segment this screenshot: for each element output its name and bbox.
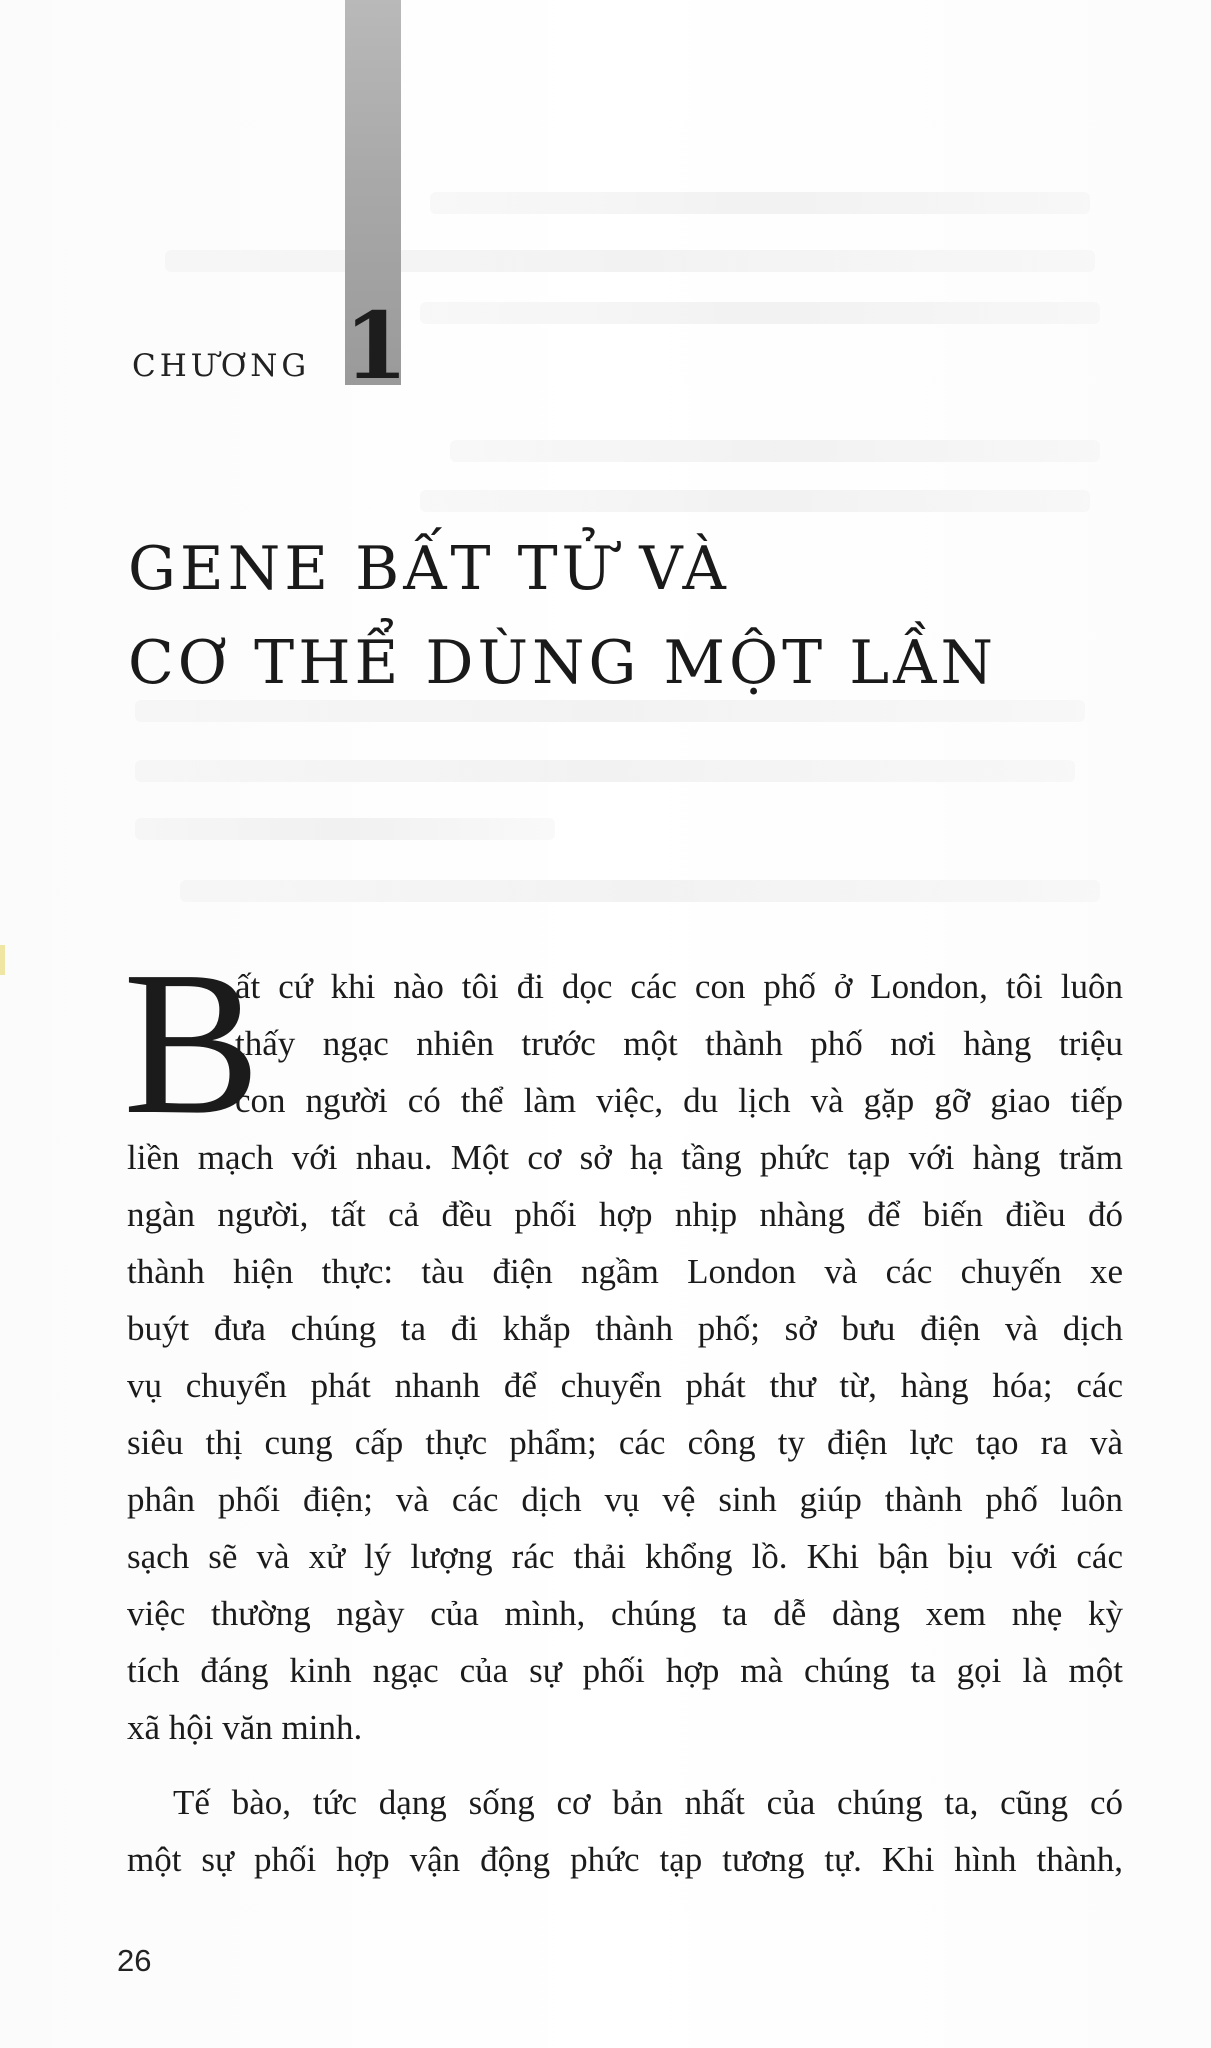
show-through-line bbox=[420, 302, 1100, 324]
paragraph-1 bbox=[127, 958, 1123, 1756]
show-through-line bbox=[135, 760, 1075, 782]
chapter-title-line-2: CƠ THỂ DÙNG MỘT LẦN bbox=[128, 628, 997, 698]
text-line: xã hội văn minh. bbox=[127, 1708, 363, 1747]
page-number: 26 bbox=[117, 1943, 152, 1978]
text-line: Tế bào, tức dạng sống cơ bản nhất của chúng ta, cũng có bbox=[173, 1783, 1123, 1822]
text-line: con người có thể làm việc, du lịch và gặp gỡ giao tiếp bbox=[235, 1081, 1123, 1120]
text-line: việc thường ngày của mình, chúng ta dễ dàng xem nhẹ kỳ bbox=[127, 1594, 1123, 1633]
show-through-line bbox=[165, 250, 1095, 272]
text-line: thành hiện thực: tàu điện ngầm London và các chuyến xe bbox=[127, 1252, 1123, 1291]
text-line: một sự phối hợp vận động phức tạp tương tự. Khi hình thành, bbox=[127, 1840, 1123, 1879]
show-through-line bbox=[135, 818, 555, 840]
chapter-label: CHƯƠNG bbox=[132, 348, 311, 384]
text-line: sạch sẽ và xử lý lượng rác thải khổng lồ. Khi bận bịu với các bbox=[127, 1537, 1123, 1576]
text-line: ngàn người, tất cả đều phối hợp nhịp nhàng để biến điều đó bbox=[127, 1195, 1123, 1234]
text-line: siêu thị cung cấp thực phẩm; các công ty điện lực tạo ra và bbox=[127, 1423, 1123, 1462]
text-line: vụ chuyển phát nhanh để chuyển phát thư từ, hàng hóa; các bbox=[127, 1366, 1123, 1405]
text-line: buýt đưa chúng ta đi khắp thành phố; sở bưu điện và dịch bbox=[127, 1309, 1123, 1348]
text-line: thấy ngạc nhiên trước một thành phố nơi hàng triệu bbox=[235, 1024, 1123, 1063]
drop-cap: B bbox=[123, 928, 261, 1157]
text-line: liền mạch với nhau. Một cơ sở hạ tầng phức tạp với hàng trăm bbox=[127, 1138, 1123, 1177]
show-through-line bbox=[180, 880, 1100, 902]
show-through-line bbox=[430, 192, 1090, 214]
text-line: phân phối điện; và các dịch vụ vệ sinh giúp thành phố luôn bbox=[127, 1480, 1123, 1519]
chapter-title-line-1: GENE BẤT TỬ VÀ bbox=[128, 534, 730, 604]
text-line: ất cứ khi nào tôi đi dọc các con phố ở London, tôi luôn bbox=[235, 967, 1123, 1006]
text-line: tích đáng kinh ngạc của sự phối hợp mà chúng ta gọi là một bbox=[127, 1651, 1123, 1690]
paragraph-2 bbox=[127, 1774, 1123, 1888]
chapter-title bbox=[128, 522, 1128, 710]
show-through-line bbox=[420, 490, 1090, 512]
show-through-line bbox=[450, 440, 1100, 462]
body-text bbox=[127, 958, 1123, 1888]
chapter-number: 1 bbox=[344, 292, 409, 400]
page-edge-mark bbox=[0, 945, 5, 975]
